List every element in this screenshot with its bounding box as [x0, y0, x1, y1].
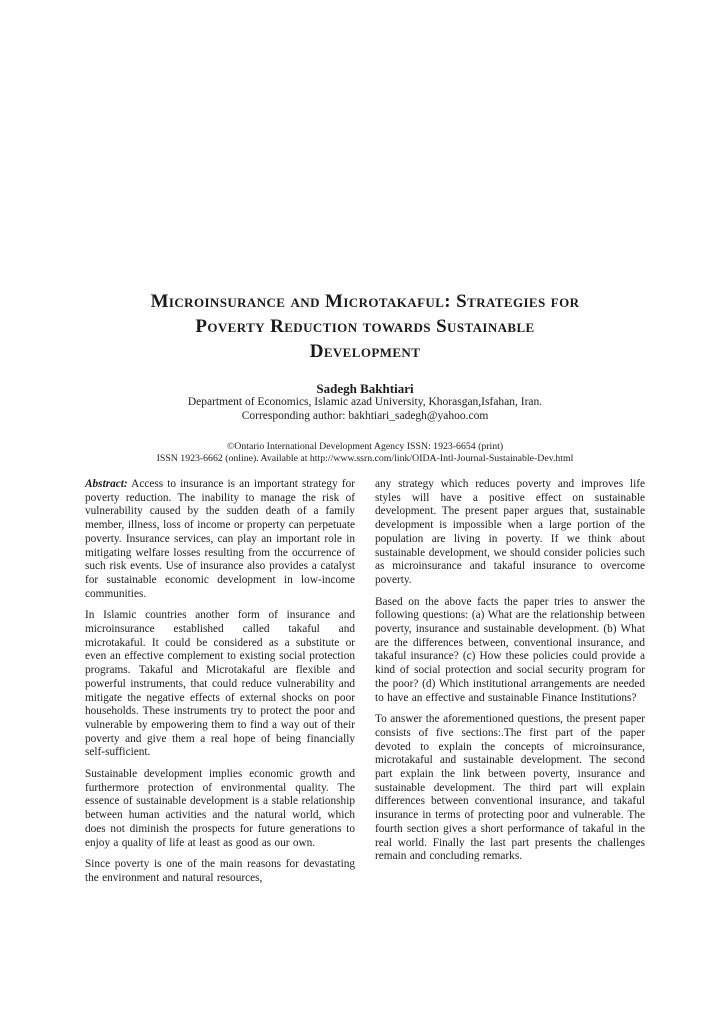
abstract-text: Access to insurance is an important strategy for poverty reduction. The inability to manage the risk of vulnerability caused by the sudden death of a family member, illness, loss of income or property can perpetuate poverty. Insurance services, can play an important role in mitigating welfare losses resulting from the occurrence of such risk events. Use of insurance also provides a catalyst for sustainable economic development in low-income communities. [85, 478, 355, 600]
body-paragraph: Since poverty is one of the main reasons for devastating the environment and natural resources, [85, 858, 355, 884]
title-line-2: Poverty Reduction towards Sustainable [195, 316, 535, 337]
page-content [85, 0, 645, 894]
title-line-3: Development [309, 341, 421, 362]
author-affiliation: Department of Economics, Islamic azad University, Khorasgan,Isfahan, Iran. [187, 396, 543, 408]
author-name: Sadegh Bakhtiari [316, 381, 414, 396]
column-left [85, 478, 355, 894]
title-line-1: Microinsurance and Microtakaful: Strategies for [150, 291, 580, 312]
publisher-issn-print: ©Ontario International Development Agency ISSN: 1923-6654 (print) [226, 441, 504, 452]
body-paragraph: To answer the aforementioned questions, the present paper consists of five sections:.The first part of the paper devoted to explain the concepts of microinsurance, microtakaful and sustainable development. The second part explain the link between poverty, insurance and sustainable development. The third part will explain differences between conventional insurance, and takaful insurance in terms of protecting poor and vulnerable. The fourth section gives a short performance of takaful in the real world. Finally the last part presents the challenges remain and concluding remarks. [375, 713, 645, 863]
body-paragraph: In Islamic countries another form of insurance and microinsurance established called takaful and microtakaful. It could be considered as a substitute or even an effective complement to existing social protection programs. Takaful and Microtakaful are flexible and powerful instruments, that could reduce vulnerability and mitigate the negative effects of external shocks on poor households. These instruments try to protect the poor and vulnerable by empowering them to find a way out of their poverty and give them a real hope of being financially self-sufficient. [85, 609, 355, 759]
abstract-paragraph [85, 478, 355, 601]
abstract-label: Abstract: [85, 478, 128, 490]
corresponding-author: Corresponding author: bakhtiari_sadegh@yahoo.com [241, 409, 489, 422]
publisher-issn-online: ISSN 1923-6662 (online). Available at http://www.ssrn.com/link/OIDA-Intl-Journal-Sustainable-Dev.html [156, 452, 574, 464]
page-title [85, 289, 645, 364]
column-right [375, 478, 645, 894]
body-paragraph: any strategy which reduces poverty and improves life styles will have a positive effect on sustainable development. The present paper argues that, sustainable development is impossible when a large portion of the population are living in poverty. If we think about sustainable development, we should consider policies such as microinsurance and takaful insurance to overcome poverty. [375, 478, 645, 586]
body-paragraph: Sustainable development implies economic growth and furthermore protection of environmental quality. The essence of sustainable development is a stable relationship between human activities and the natural world, which does not diminish the prospects for future generations to enjoy a quality of life at least as good as our own. [85, 768, 355, 849]
body-columns [85, 478, 645, 894]
body-paragraph: Based on the above facts the paper tries to answer the following questions: (a) What are the relationship between poverty, insurance and sustainable development. (b) What are the differences between, conventional insurance, and takaful insurance? (c) How these policies could provide a kind of social protection and social security program for the poor? (d) Which institutional arrangements are needed to have an effective and sustainable Finance Institutions? [375, 595, 645, 704]
publisher-info [85, 441, 645, 464]
author-block [85, 381, 645, 423]
